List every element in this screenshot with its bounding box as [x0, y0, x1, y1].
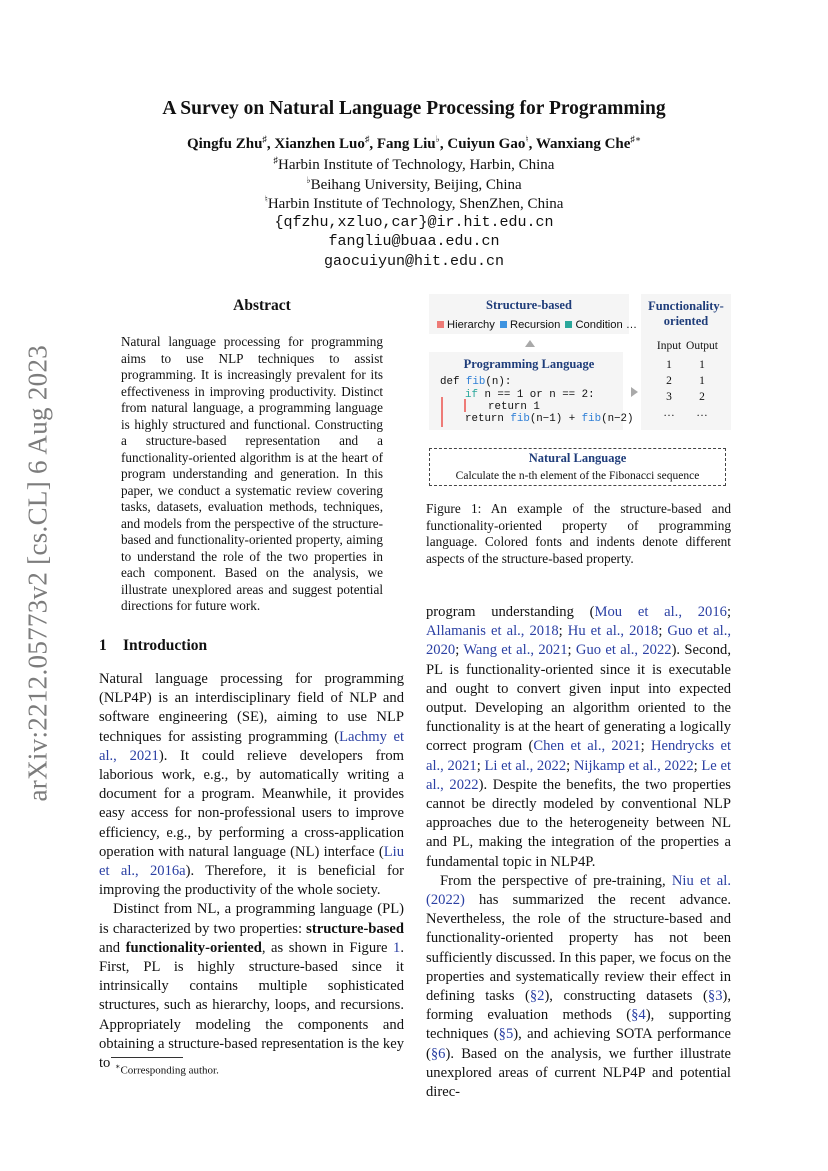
text: ). Second, PL is functionality-oriented since it is executable and ought to convert given input into expected output. Developing an algorithm oriented to the functionality is at the heart of generating a logically correct program ( — [426, 642, 732, 755]
text: . First, PL is highly structure-based since it intrinsically contains multiple sophisticated structures, such as hierarchy, loops, and recursions. Appropriately modeling the components and obtaining a structure-based representation is the key to — [99, 939, 404, 1072]
author-name: Qingfu Zhu — [186, 136, 263, 152]
author-list: Qingfu Zhu♯, Xianzhen Luo♯, Fang Liu♭, Cuiyun Gao♮, Wanxiang Che♯∗ — [186, 134, 642, 152]
text: ; — [658, 623, 668, 640]
citation-link[interactable]: Nijkamp et al., 2022 — [573, 757, 694, 774]
code-line — [465, 413, 634, 426]
code-function: fib — [581, 413, 602, 425]
paragraph — [99, 670, 404, 900]
structure-heading: Structure-based — [486, 298, 572, 312]
email: fangliu@buaa.edu.cn — [328, 233, 500, 250]
affiliation — [0, 194, 828, 213]
citation-link[interactable]: Hu et al., 2018 — [567, 623, 659, 640]
bold-term: structure-based — [306, 920, 404, 937]
text: ), and achieving SOTA performance ( — [426, 1026, 731, 1062]
paragraph — [99, 900, 404, 1073]
citation-link[interactable]: Hendrycks et al., 2021 — [426, 738, 731, 774]
code-line — [465, 389, 595, 402]
code-text: return — [465, 413, 511, 425]
legend-label: Hierarchy — [447, 319, 495, 331]
text: ; — [640, 738, 651, 755]
text: program understanding ( — [426, 604, 595, 620]
section-heading — [99, 637, 207, 655]
paragraph — [426, 872, 731, 1102]
code-line — [440, 376, 511, 389]
section-number: 1 — [99, 637, 107, 654]
author-mark: ♯ — [364, 134, 370, 144]
functionality-heading: oriented — [663, 314, 709, 328]
structure-legend — [437, 319, 637, 331]
affiliation-mark: ♮ — [264, 194, 268, 204]
citation-link[interactable]: Wang et al., 2021 — [463, 642, 568, 659]
functionality-heading: Functionality- — [648, 299, 724, 313]
text: ; — [567, 642, 576, 659]
email: {qfzhu,xzluo,car}@ir.hit.edu.cn — [274, 214, 554, 231]
paper-title: A Survey on Natural Language Processing for Programming — [162, 98, 666, 119]
left-column-body — [99, 670, 404, 1073]
arrow-up-icon — [525, 340, 535, 347]
abstract-heading: Abstract — [233, 297, 291, 314]
text: has summarized the recent advance. Nevertheless, the role of the structure-based and functionality-oriented property has not been sufficiently discussed. In this paper, we focus on the properties and systematically review their effect in defining tasks ( — [426, 892, 731, 1005]
text: ; — [455, 642, 464, 659]
figure-link[interactable]: 1 — [393, 939, 401, 956]
code-text: (n−2) — [601, 413, 634, 425]
citation-link[interactable]: Lachmy et al., 2021 — [99, 728, 405, 764]
bold-term: functionality-oriented — [125, 939, 262, 956]
io-cell: … — [696, 407, 708, 419]
author-mark: ♭ — [435, 134, 440, 144]
code-text: (n): — [485, 376, 512, 388]
text: From the perspective of pre-training, — [440, 872, 672, 889]
code-line: return 1 — [488, 401, 540, 413]
citation-link[interactable]: Niu et al. (2022) — [426, 872, 731, 909]
author-name: Wanxiang Che — [535, 136, 631, 152]
pl-heading: Programming Language — [463, 357, 595, 371]
text: Distinct from NL, a programming language (PL) is characterized by two properties: — [99, 901, 404, 937]
text: ; — [476, 757, 485, 774]
affiliation-text: Harbin Institute of Technology, ShenZhen, China — [267, 196, 564, 212]
citation-link[interactable]: Le et al., 2022 — [426, 757, 732, 793]
figure-caption: Figure 1: An example of the structure-based and functionality-oriented property of programming language. Colored fonts and indents denote different aspects of the structure-based property. — [426, 501, 731, 566]
section-title: Introduction — [123, 637, 208, 654]
text: ). Despite the benefits, the two properties cannot be directly modeled by conventional NLP approaches due to the heterogeneity between NL and PL, making the integration of the properties a fundamental topic in NLP4P. — [426, 776, 731, 870]
section-link[interactable]: §3 — [707, 988, 723, 1005]
citation-link[interactable]: Guo et al., 2020 — [426, 623, 732, 659]
email: gaocuiyun@hit.edu.cn — [323, 253, 505, 270]
citation-link[interactable]: Chen et al., 2021 — [533, 738, 641, 755]
author-mark: ♯ — [262, 134, 267, 144]
section-link[interactable]: §2 — [529, 988, 545, 1005]
footnote — [115, 1062, 219, 1077]
affiliation — [0, 155, 828, 174]
nl-heading: Natural Language — [528, 451, 627, 465]
citation-link[interactable]: Li et al., 2022 — [484, 757, 567, 774]
affiliation — [0, 175, 828, 194]
affiliation-text: Beihang University, Beijing, China — [310, 177, 522, 193]
code-text: def — [440, 376, 466, 388]
author-mark: ♮ — [525, 134, 529, 144]
arrow-right-icon — [631, 387, 638, 397]
text: ; — [558, 623, 568, 640]
io-cell: 1 — [699, 375, 705, 387]
paragraph — [426, 603, 731, 872]
code-text: (n−1) + — [529, 413, 582, 425]
io-cell: 2 — [666, 375, 672, 387]
code-function: fib — [465, 376, 486, 388]
citation-link[interactable]: Mou et al., 2016 — [594, 604, 727, 620]
arxiv-side-stamp: arXiv:2212.05773v2 [cs.CL] 6 Aug 2023 — [22, 344, 53, 802]
affiliation-mark: ♯ — [273, 155, 279, 165]
text: , as shown in Figure — [261, 939, 394, 956]
text: ; — [566, 757, 574, 774]
footnote-rule — [111, 1057, 183, 1058]
legend-label: Condition … — [575, 319, 638, 331]
io-cell: 3 — [666, 391, 672, 403]
code-condition: if — [465, 389, 478, 401]
citation-link[interactable]: Allamanis et al., 2018 — [426, 623, 559, 640]
text: ). It could relieve developers from laborious work, e.g., by automatically writing a document for a program. Meanwhile, it provides easy access for non-professional users to improve efficiency, e.g., by performing a cross-application operation with natural language (NL) interface ( — [99, 747, 404, 860]
affiliation-text: Harbin Institute of Technology, Harbin, China — [278, 157, 555, 173]
affiliation-mark: ♭ — [306, 175, 311, 185]
legend-label: Recursion — [509, 319, 561, 331]
author-name: Xianzhen Luo — [274, 136, 365, 152]
abstract-text: Natural language processing for programming aims to use NLP techniques to assist programming. It is increasingly prevalent for its effectiveness in improving productivity. Distinct from natural language, a programming language is highly structured and functional. Constructing a structure-based representation and a functionality-oriented algorithm is at the heart of program understanding and generation. In this paper, we conduct a systematic review covering tasks, datasets, evaluation methods, techniques, and models from the perspective of the structure-based and functionality-oriented property, aiming to understand the role of the two properties in each component. Based on the analysis, we illustrate unexplored areas and suggest potential directions for future work. — [121, 334, 383, 613]
text: and — [99, 939, 126, 956]
code-text: n == 1 or n == 2: — [477, 389, 595, 401]
code-function: fib — [510, 413, 530, 425]
condition-swatch — [565, 321, 572, 328]
text: ), constructing datasets ( — [544, 988, 708, 1005]
right-column-body — [426, 603, 731, 1102]
section-link[interactable]: §5 — [498, 1026, 514, 1043]
io-cell: 1 — [666, 359, 672, 371]
io-header-input: Input — [656, 340, 682, 352]
io-header-output: Output — [686, 340, 718, 352]
citation-link[interactable]: Guo et al., 2022 — [575, 642, 672, 659]
text: ). Based on the analysis, we further illustrate unexplored areas of current NLP4P and potential direc- — [426, 1045, 731, 1101]
io-cell: 2 — [699, 391, 705, 403]
text: ; — [693, 757, 702, 774]
author-name: Fang Liu — [376, 136, 436, 152]
hierarchy-indent-bar — [441, 397, 443, 427]
author-mark: ♯∗ — [630, 134, 642, 144]
io-cell: … — [663, 407, 675, 419]
text: ). Therefore, it is beneficial for improving the productivity of the whole society. — [99, 863, 405, 899]
section-link[interactable]: §4 — [631, 1007, 646, 1024]
section-link[interactable]: §6 — [430, 1045, 446, 1062]
author-name: Cuiyun Gao — [447, 136, 526, 152]
footnote-mark: ∗ — [115, 1062, 121, 1071]
io-cell: 1 — [699, 359, 705, 371]
text: ), supporting techniques ( — [426, 1007, 731, 1043]
text: ; — [726, 604, 731, 620]
recursion-swatch — [500, 321, 507, 328]
text: Natural language processing for programming (NLP4P) is an interdisciplinary field of NLP and software engineering (SE), aiming to use NLP techniques for assisting programming ( — [99, 671, 404, 745]
hierarchy-swatch — [437, 321, 444, 328]
text: ), forming evaluation methods ( — [426, 988, 731, 1024]
citation-link[interactable]: Liu et al., 2016a — [99, 843, 404, 880]
footnote-text: Corresponding author. — [120, 1064, 219, 1077]
nl-text: Calculate the n-th element of the Fibonacci sequence — [455, 470, 700, 482]
